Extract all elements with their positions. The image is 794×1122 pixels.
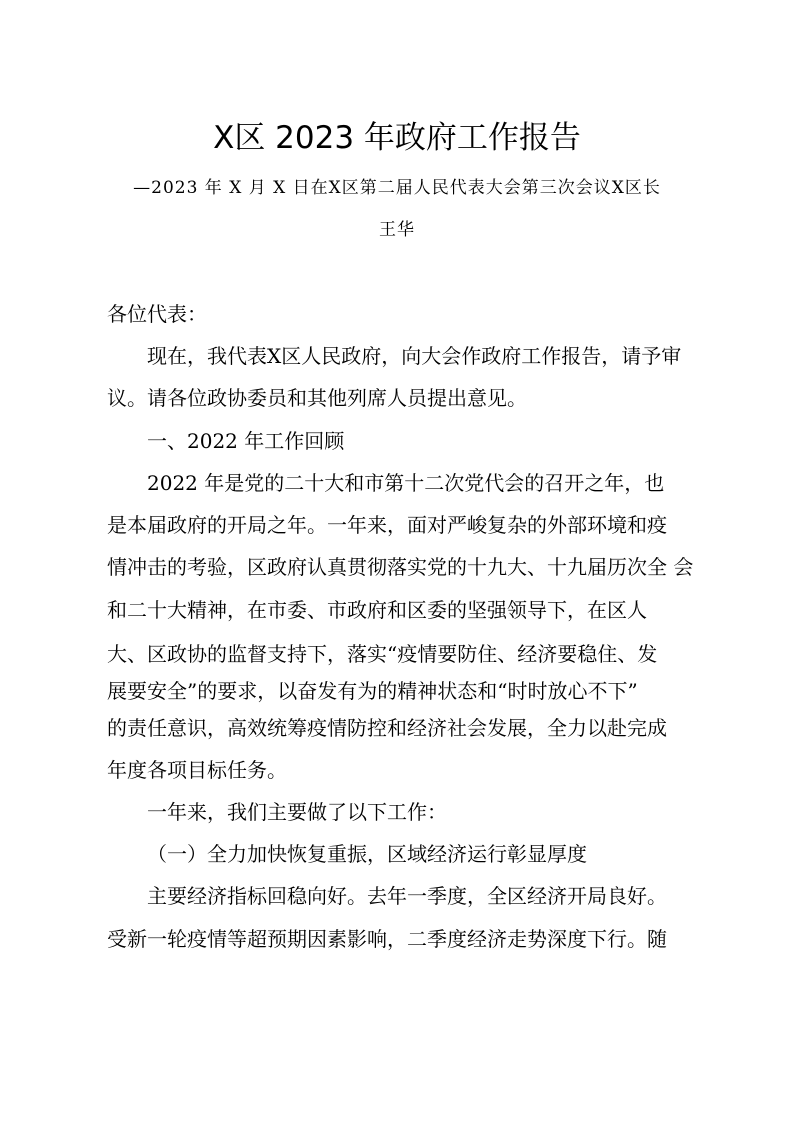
paragraph-line: 展要安全”的要求，以奋发有为的精神状态和“时时放心不下” [107,679,638,703]
paragraph-line: 和二十大精神，在市委、市政府和区委的坚强领导下，在区人 [107,598,647,622]
paragraph-line: 议。请各位政协委员和其他列席人员提出意见。 [107,386,527,410]
paragraph-line: 现在，我代表X区人民政府，向大会作政府工作报告，请予审 [147,344,682,368]
section-heading: 一、2022 年工作回顾 [147,429,345,453]
subsection-heading: （一）全力加快恢复重振，区域经济运行彰显厚度 [147,842,587,866]
paragraph-line: 受新一轮疫情等超预期因素影响，二季度经济走势深度下行。随 [107,927,667,951]
paragraph-line: 主要经济指标回稳向好。去年一季度，全区经济开局良好。 [147,884,667,908]
paragraph-line: 年度各项目标任务。 [107,758,287,782]
paragraph-line: 情冲击的考验，区政府认真贯彻落实党的十九大、十九届历次全 会 [107,555,694,579]
paragraph-line: 是本届政府的开局之年。一年来，面对严峻复杂的外部环境和疫 [107,513,667,537]
salutation: 各位代表： [107,302,207,326]
paragraph-line: 大、区政协的监督支持下，落实“疫情要防住、经济要稳住、发 [107,642,658,666]
document-subtitle-speaker: 王华 [379,220,415,240]
paragraph-line: 的责任意识，高效统筹疫情防控和经济社会发展，全力以赴完成 [107,716,667,740]
paragraph-line: 2022 年是党的二十大和市第十二次党代会的召开之年，也 [147,471,665,495]
paragraph-line: 一年来，我们主要做了以下工作： [147,800,447,824]
document-title: X区 2023 年政府工作报告 [213,120,581,156]
document-subtitle: —2023 年 X 月 X 日在X区第二届人民代表大会第三次会议X区长 [133,178,661,198]
